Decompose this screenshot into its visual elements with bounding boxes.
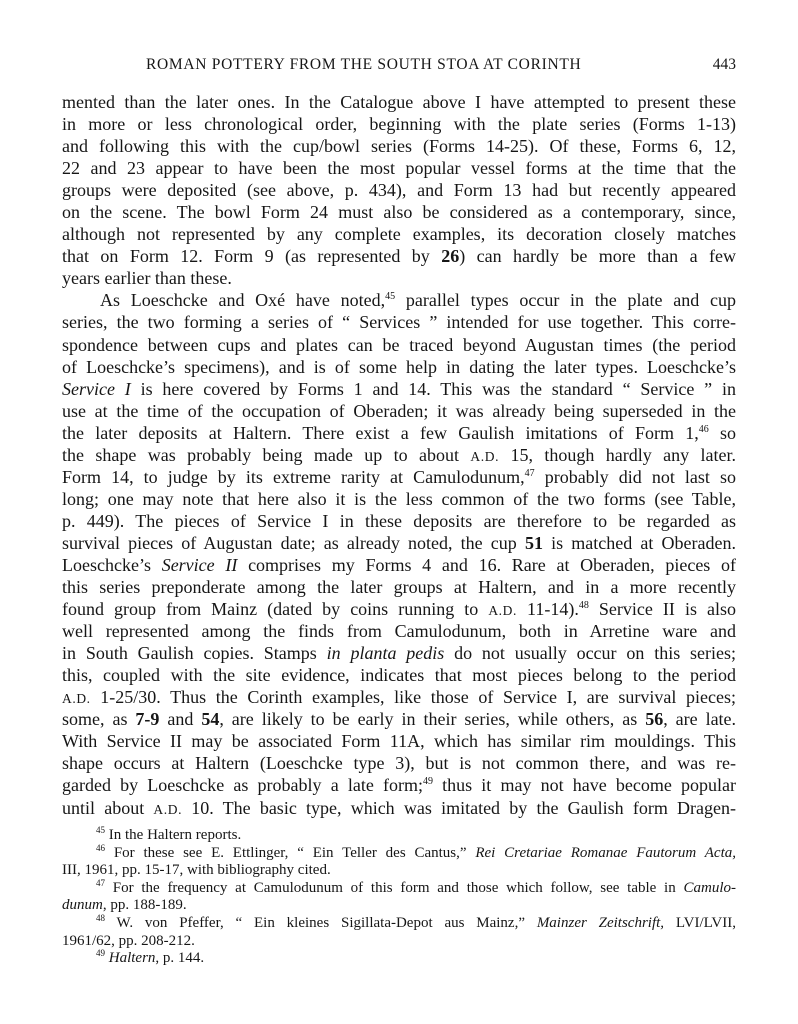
running-title: ROMAN POTTERY FROM THE SOUTH STOA AT CORINTH — [146, 56, 582, 73]
text-line: of Loeschcke’s specimens), and is of some help in dating the later types. Loeschcke’s — [62, 356, 736, 377]
era-mark: A.D. — [153, 801, 183, 817]
page-header — [62, 56, 736, 78]
footnote-49: $^{49}$ Haltern, p. 144. — [96, 948, 205, 967]
footnote-45: $^{45}$ In the Haltern reports. — [96, 825, 242, 843]
catalogue-number: 54 — [201, 709, 220, 730]
text-line: some, as 7-9 and 54, are likely to be early in their series, while others, as 56, are late. — [62, 709, 737, 730]
text-line: With Service II may be associated Form 11A, which has similar rim mouldings. This — [62, 731, 736, 752]
latin-term: in planta pedis — [326, 643, 445, 664]
footnote-48: $^{48}$ W. von Pfeffer, “ Ein kleines Sigillata-Depot aus Mainz,” Mainzer Zeitschrift, LVI/LVII, — [96, 912, 737, 931]
era-mark: A.D. — [62, 691, 91, 707]
footnote-ref: 48 — [578, 600, 589, 612]
page-number: 443 — [712, 56, 736, 73]
text-line: on the scene. The bowl Form 24 must also be considered as a contemporary, since, — [62, 202, 736, 223]
text-line: well represented among the finds from Camulodunum, both in Arretine ware and — [62, 621, 736, 642]
text-line: in South Gaulish copies. Stamps in planta pedis do not usually occur on this series; — [62, 643, 737, 664]
era-mark: A.D. — [488, 603, 517, 619]
footnote-ref: 47 — [524, 467, 535, 479]
text-line: As Loeschcke and Oxé have noted,$^{45}$ parallel types occur in the plate and cup — [100, 290, 736, 311]
text-line: shape occurs at Haltern (Loeschcke type 3), but is not common there, and was re- — [62, 753, 736, 774]
text-line: Service I is here covered by Forms 1 and 14. This was the standard “ Service ” in — [62, 378, 736, 399]
text-line: survival pieces of Augustan date; as already noted, the cup 51 is matched at Oberaden. — [62, 532, 736, 553]
footnote-ref: 49 — [422, 776, 433, 788]
text-line: this, coupled with the site evidence, indicates that most pieces belong to the period — [62, 665, 736, 686]
text-line: garded by Loeschcke as probably a late form;$^{49}$ thus it may not have become popular — [62, 775, 736, 796]
text-line: Loeschcke’s Service II comprises my Forms 4 and 16. Rare at Oberaden, pieces of — [62, 554, 737, 575]
text-line: A.D. 1-25/30. Thus the Corinth examples, like those of Service I, are survival pieces; — [62, 687, 736, 708]
text-line: found group from Mainz (dated by coins running to A.D. 11-14).$^{48}$ Service II is also — [62, 599, 736, 620]
catalogue-number: 7-9 — [135, 709, 160, 730]
body-text — [62, 91, 736, 819]
era-mark: A.D. — [470, 448, 500, 464]
footnotes — [62, 827, 736, 968]
text-line: although not represented by any complete examples, its decoration closely matches — [62, 224, 736, 245]
text-line: groups were deposited (see above, p. 434), and Form 13 had but recently appeared — [62, 180, 736, 201]
footnote-46-cont: III, 1961, pp. 15-17, with bibliography cited. — [62, 862, 331, 879]
text-line: mented than the later ones. In the Catalogue above I have attempted to present these — [62, 92, 736, 112]
service-name: Service II — [161, 554, 238, 575]
text-line: Form 14, to judge by its extreme rarity at Camulodunum,$^{47}$ probably did not last so — [62, 466, 736, 487]
footnote-ref: 45 — [385, 291, 396, 303]
footnote-46: $^{46}$ For these see E. Ettlinger, “ Ein Teller des Cantus,” Rei Cretariae Romanae Fautorum Acta, — [96, 842, 736, 861]
footnote-48-cont: 1961/62, pp. 208-212. — [62, 932, 195, 949]
footnote-47-cont: dunum, pp. 188-189. — [62, 897, 187, 914]
footnote-ref: 46 — [698, 423, 709, 435]
text-line: the later deposits at Haltern. There exist a few Gaulish imitations of Form 1,46 so — [62, 422, 736, 443]
catalogue-number: 51 — [524, 532, 543, 553]
text-line: until about A.D. 10. The basic type, which was imitated by the Gaulish form Dragen- — [62, 797, 736, 818]
text-line: spondence between cups and plates can be traced beyond Augustan times (the period — [62, 334, 736, 355]
text-line: series, the two forming a series of “ Services ” intended for use together. This corre- — [62, 312, 736, 333]
catalogue-number: 26 — [441, 246, 460, 267]
text-line: years earlier than these. — [62, 268, 232, 289]
text-line: the shape was probably being made up to about A.D. 15, though hardly any later. — [62, 444, 736, 465]
service-name: Service I — [62, 378, 131, 399]
text-line: long; one may note that here also it is the less common of the two forms (see Table, — [62, 488, 736, 509]
text-line: and following this with the cup/bowl series (Forms 14-25). Of these, Forms 6, 12, — [62, 136, 736, 157]
text-line: this series preponderate among the later groups at Haltern, and in a more recently — [62, 577, 736, 598]
text-line: that on Form 12. Form 9 (as represented by 26) can hardly be more than a few — [62, 246, 736, 267]
footnote-47: $^{47}$ For the frequency at Camulodunum of this form and those which follow, see table in Camulo- — [96, 877, 736, 896]
text-line: 22 and 23 appear to have been the most popular vessel forms at the time that the — [62, 158, 736, 179]
text-line: in more or less chronological order, beginning with the plate series (Forms 1-13) — [62, 114, 736, 135]
text-line: use at the time of the occupation of Oberaden; it was already being superseded in the — [62, 400, 736, 421]
text-line: p. 449). The pieces of Service I in these deposits are therefore to be regarded as — [62, 510, 736, 531]
catalogue-number: 56 — [645, 709, 664, 730]
